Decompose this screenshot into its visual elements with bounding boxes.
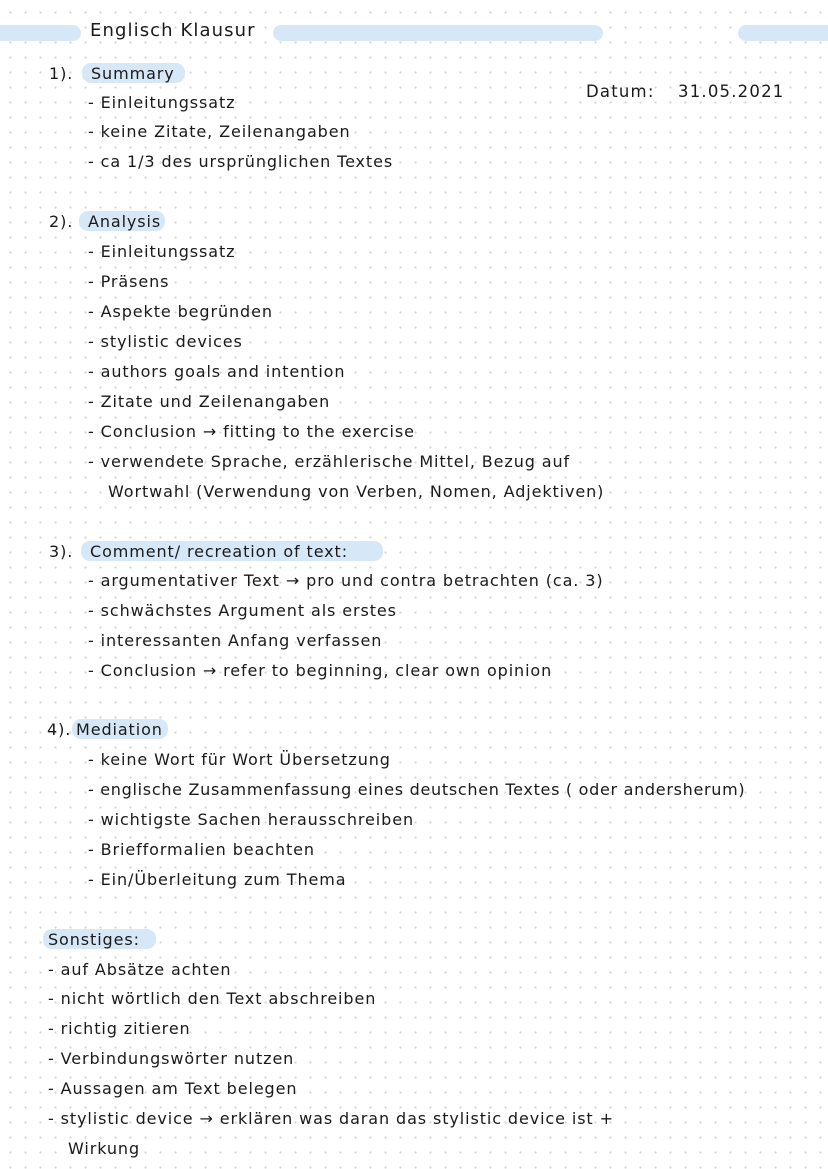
section-4-item-2: - englische Zusammenfassung eines deutschen Textes ( oder andersherum) <box>88 780 746 799</box>
section-1-number: 1). <box>49 64 74 83</box>
page-title: Englisch Klausur <box>90 20 256 41</box>
section-4-item-5: - Ein/Überleitung zum Thema <box>88 870 347 889</box>
misc-item-4: - Verbindungswörter nutzen <box>48 1049 295 1068</box>
misc-item-2: - nicht wörtlich den Text abschreiben <box>48 989 377 1008</box>
section-2-item-6: - Zitate und Zeilenangaben <box>88 392 331 411</box>
section-4-item-3: - wichtigste Sachen herausschreiben <box>88 810 414 829</box>
misc-heading: Sonstiges: <box>48 930 140 949</box>
section-1-item-3: - ca 1/3 des ursprünglichen Textes <box>88 152 394 171</box>
section-2-item-8: - verwendete Sprache, erzählerische Mittel, Bezug auf <box>88 452 571 471</box>
section-4-item-4: - Briefformalien beachten <box>88 840 315 859</box>
misc-item-1: - auf Absätze achten <box>48 960 232 979</box>
section-1-item-1: - Einleitungssatz <box>88 93 236 112</box>
section-2-item-3: - Aspekte begründen <box>88 302 273 321</box>
section-3-heading: Comment/ recreation of text: <box>90 542 349 561</box>
date-label: Datum: <box>586 82 655 101</box>
title-highlight-left <box>0 25 81 41</box>
misc-item-3: - richtig zitieren <box>48 1019 191 1038</box>
section-2-number: 2). <box>49 212 74 231</box>
section-1-heading: Summary <box>91 64 175 83</box>
section-2-item-5: - authors goals and intention <box>88 362 346 381</box>
date-value: 31.05.2021 <box>678 82 785 101</box>
section-2-item-8-cont: Wortwahl (Verwendung von Verben, Nomen, Adjektiven) <box>108 482 605 501</box>
section-2-item-7: - Conclusion → fitting to the exercise <box>88 422 415 441</box>
misc-item-5: - Aussagen am Text belegen <box>48 1079 298 1098</box>
section-3-item-3: - interessanten Anfang verfassen <box>88 631 383 650</box>
section-3-item-4: - Conclusion → refer to beginning, clear own opinion <box>88 661 553 680</box>
section-4-heading: Mediation <box>76 720 163 739</box>
section-3-number: 3). <box>49 542 74 561</box>
section-2-item-2: - Präsens <box>88 272 170 291</box>
section-2-item-1: - Einleitungssatz <box>88 242 236 261</box>
section-4-item-1: - keine Wort für Wort Übersetzung <box>88 750 391 769</box>
misc-item-6-cont: Wirkung <box>68 1139 141 1158</box>
misc-item-6: - stylistic device → erklären was daran das stylistic device ist + <box>48 1109 614 1128</box>
title-highlight-edge <box>738 25 828 41</box>
title-highlight-right <box>273 25 603 41</box>
section-3-item-2: - schwächstes Argument als erstes <box>88 601 397 620</box>
section-4-number: 4). <box>47 720 72 739</box>
section-2-heading: Analysis <box>88 212 162 231</box>
section-3-item-1: - argumentativer Text → pro und contra betrachten (ca. 3) <box>88 571 604 590</box>
section-2-item-4: - stylistic devices <box>88 332 243 351</box>
section-1-item-2: - keine Zitate, Zeilenangaben <box>88 122 351 141</box>
